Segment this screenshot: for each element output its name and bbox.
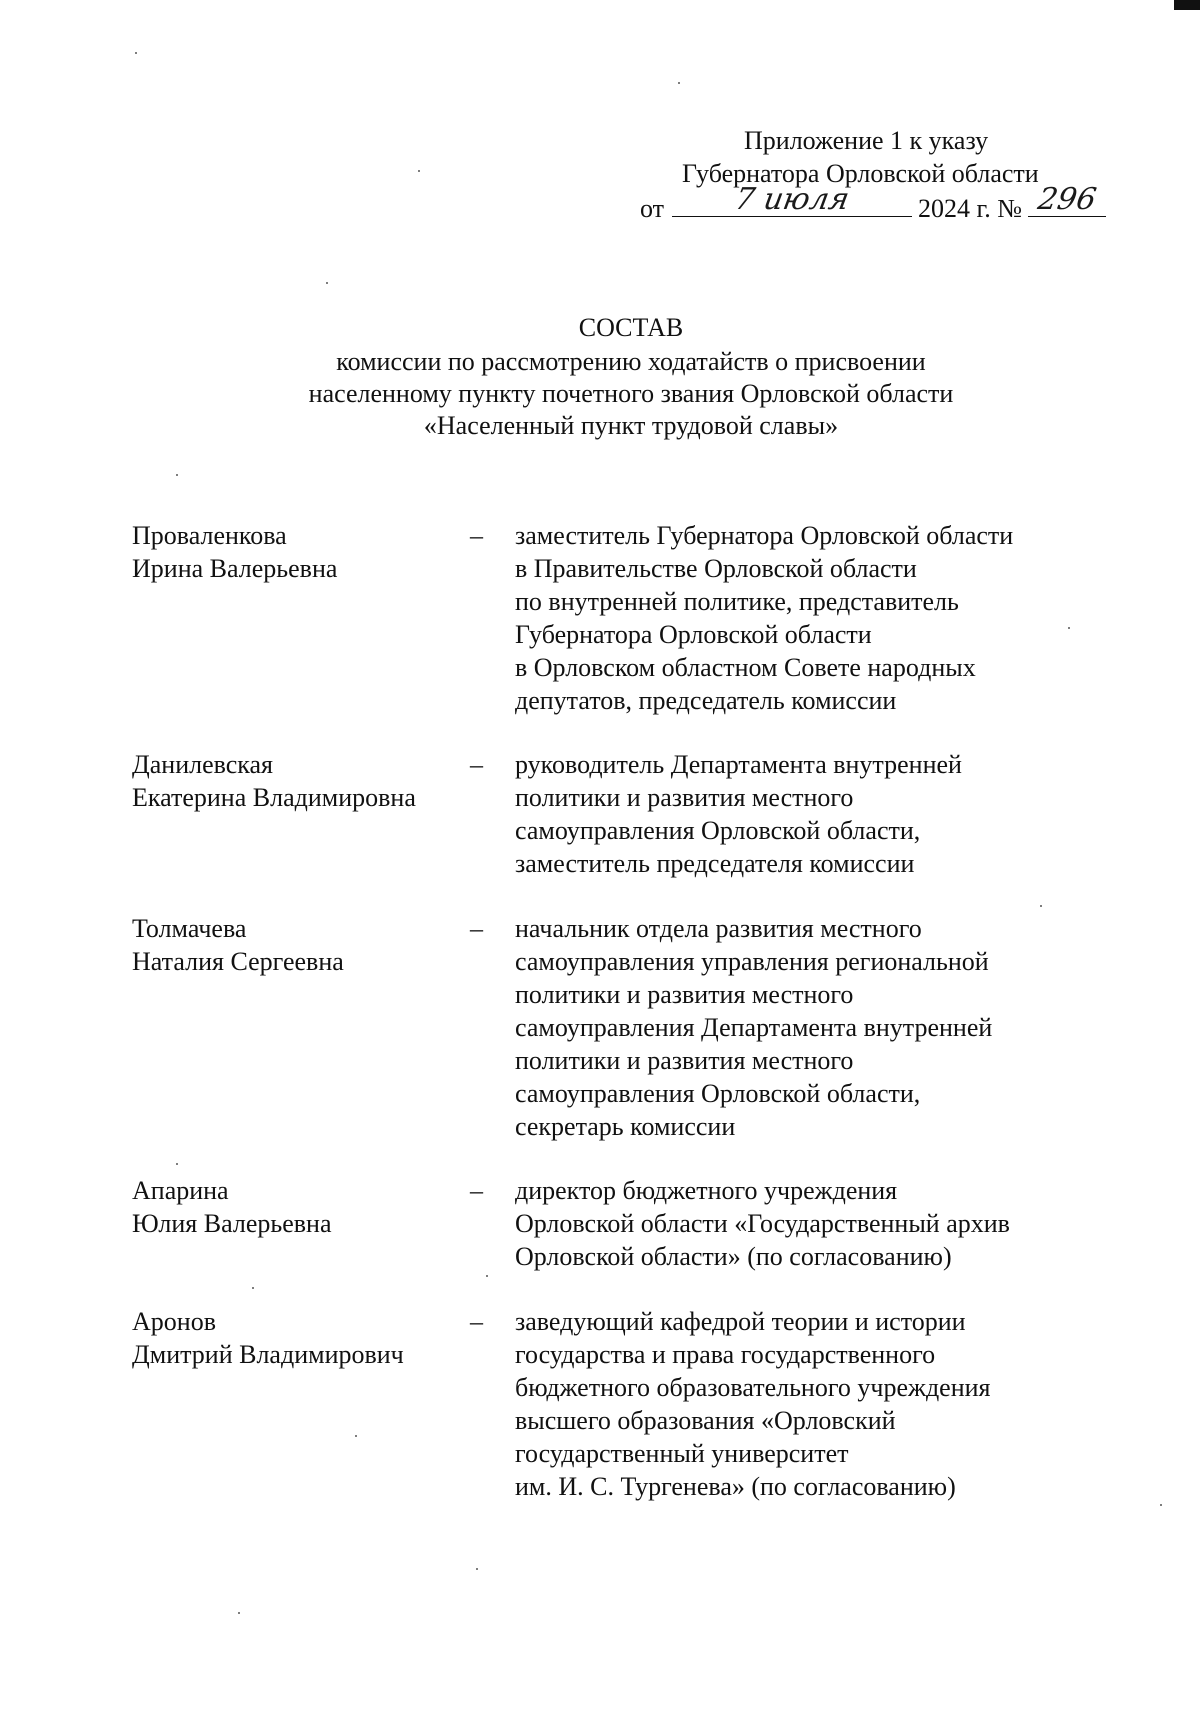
role-line: заведующий кафедрой теории и истории xyxy=(515,1307,966,1336)
title-heading: СОСТАВ xyxy=(578,313,684,342)
role-line: высшего образования «Орловский xyxy=(515,1406,896,1435)
role-line: политики и развития местного xyxy=(515,1046,854,1075)
member-role xyxy=(515,519,1013,717)
role-line: политики и развития местного xyxy=(515,980,854,1009)
member-dash: – xyxy=(470,750,483,779)
member-given-names: Екатерина Владимировна xyxy=(132,783,416,812)
year-number-label: 2024 г. № xyxy=(918,194,1023,223)
role-line: государственный университет xyxy=(515,1439,849,1468)
role-line: самоуправления Орловской области, xyxy=(515,1079,921,1108)
role-line: в Правительстве Орловской области xyxy=(515,554,917,583)
appendix-line-2: Губернатора Орловской области xyxy=(682,159,1039,188)
member-given-names: Юлия Валерьевна xyxy=(132,1209,332,1238)
member-role xyxy=(515,1305,991,1503)
role-line: начальник отдела развития местного xyxy=(515,914,922,943)
member-dash: – xyxy=(470,914,483,943)
member-surname: Аронов xyxy=(132,1307,216,1336)
role-line: депутатов, председатель комиссии xyxy=(515,686,897,715)
member-name xyxy=(132,748,416,814)
member-dash: – xyxy=(470,1307,483,1336)
member-dash: – xyxy=(470,521,483,550)
role-line: государства и права государственного xyxy=(515,1340,936,1369)
appendix-line-1: Приложение 1 к указу xyxy=(744,126,989,155)
member-dash: – xyxy=(470,1176,483,1205)
role-line: директор бюджетного учреждения xyxy=(515,1176,898,1205)
member-role xyxy=(515,748,962,880)
member-given-names: Ирина Валерьевна xyxy=(132,554,338,583)
handwritten-date: 7 июля xyxy=(732,182,852,217)
member-role xyxy=(515,1174,1010,1273)
title-line-1: комиссии по рассмотрению ходатайств о присвоении xyxy=(336,347,926,376)
role-line: в Орловском областном Совете народных xyxy=(515,653,976,682)
role-line: заместитель Губернатора Орловской области xyxy=(515,521,1014,550)
title-line-3: «Населенный пункт трудовой славы» xyxy=(423,411,839,440)
member-role xyxy=(515,912,992,1143)
member-surname: Апарина xyxy=(132,1176,229,1205)
member-name xyxy=(132,1305,404,1371)
role-line: секретарь комиссии xyxy=(515,1112,736,1141)
member-surname: Данилевская xyxy=(132,750,274,779)
role-line: Орловской области» (по согласованию) xyxy=(515,1242,952,1271)
handwritten-number: 296 xyxy=(1035,182,1099,217)
member-name xyxy=(132,519,337,585)
member-surname: Толмачева xyxy=(132,914,247,943)
title-line-2: населенному пункту почетного звания Орловской области xyxy=(308,379,954,408)
member-name xyxy=(132,1174,331,1240)
role-line: Губернатора Орловской области xyxy=(515,620,872,649)
role-line: политики и развития местного xyxy=(515,783,854,812)
role-line: самоуправления Департамента внутренней xyxy=(515,1013,993,1042)
role-line: Орловской области «Государственный архив xyxy=(515,1209,1010,1238)
member-given-names: Дмитрий Владимирович xyxy=(132,1340,404,1369)
member-name xyxy=(132,912,344,978)
member-surname: Проваленкова xyxy=(132,521,287,550)
role-line: им. И. С. Тургенева» (по согласованию) xyxy=(515,1472,956,1501)
member-given-names: Наталия Сергеевна xyxy=(132,947,344,976)
role-line: самоуправления управления региональной xyxy=(515,947,989,976)
date-prefix: от xyxy=(640,194,665,223)
role-line: заместитель председателя комиссии xyxy=(515,849,915,878)
role-line: руководитель Департамента внутренней xyxy=(515,750,962,779)
role-line: бюджетного образовательного учреждения xyxy=(515,1373,991,1402)
role-line: по внутренней политике, представитель xyxy=(515,587,959,616)
role-line: самоуправления Орловской области, xyxy=(515,816,921,845)
